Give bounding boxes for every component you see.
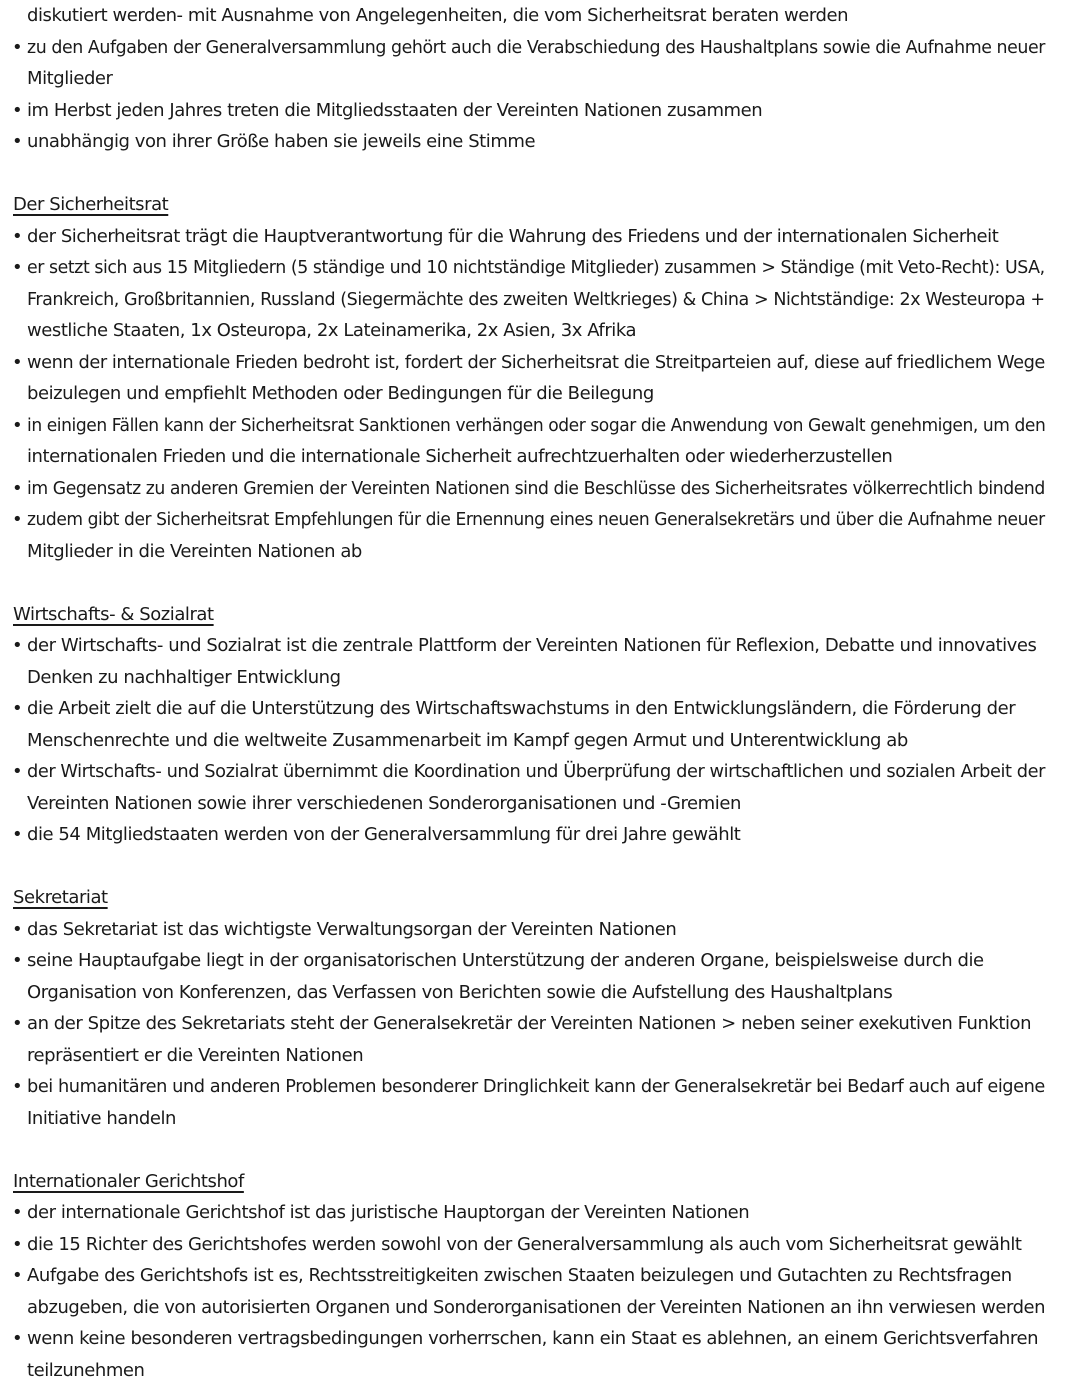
bullet-dot: • [12,1265,23,1286]
bullet-line: das Sekretariat ist das wichtigste Verwaltungsorgan der Vereinten Nationen [27,918,677,940]
bullet-line: Frankreich, Großbritannien, Russland (Siegermächte des zweiten Weltkrieges) & China > Nichtständige: 2x Westeuropa + [27,288,1045,310]
bullet-line: er setzt sich aus 15 Mitgliedern (5 ständige und 10 nichtständige Mitglieder) zusammen > Ständige (mit Veto-Recht): USA, [27,257,1045,278]
bullet-line: Menschenrechte und die weltweite Zusammenarbeit im Kampf gegen Armut und Unterentwicklung ab [27,729,908,751]
bullet-dot: • [12,257,23,278]
bullet-line: die 54 Mitgliedstaaten werden von der Generalversammlung für drei Jahre gewählt [27,824,741,845]
bullet-line: zu den Aufgaben der Generalversammlung gehört auch die Verabschiedung des Haushaltplans sowie die Aufnahme neuer [27,36,1045,58]
bullet-dot: • [12,761,23,782]
bullet-dot: • [12,36,23,58]
bullet-line: internationalen Frieden und die internationale Sicherheit aufrechtzuerhalten oder wiederherzustellen [27,446,893,467]
bullet-dot: • [12,1076,23,1097]
bullet-dot: • [12,351,23,373]
continuation-line: diskutiert werden- mit Ausnahme von Angelegenheiten, die vom Sicherheitsrat beraten werden [27,5,849,26]
section-heading: Sekretariat [13,887,108,908]
bullet-line: Initiative handeln [27,1107,176,1129]
bullet-dot: • [12,918,23,940]
bullet-line: Mitglieder in die Vereinten Nationen ab [27,540,362,562]
bullet-dot: • [12,635,23,656]
bullet-line: teilzunehmen [27,1359,145,1381]
bullet-line: der Wirtschafts- und Sozialrat ist die zentrale Plattform der Vereinten Nationen für Reflexion, Debatte und innovatives [27,635,1037,656]
bullet-dot: • [12,477,23,499]
bullet-dot: • [12,1202,23,1223]
bullet-line: repräsentiert er die Vereinten Nationen [27,1044,364,1066]
bullet-line: seine Hauptaufgabe liegt in der organisatorischen Unterstützung der anderen Organe, beispielsweise durch die [27,950,984,971]
bullet-dot: • [12,1328,23,1349]
bullet-dot: • [12,131,23,152]
bullet-line: die 15 Richter des Gerichtshofes werden sowohl von der Generalversammlung als auch vom Sicherheitsrat gewählt [27,1233,1022,1255]
bullet-line: Mitglieder [27,68,113,89]
bullet-line: zudem gibt der Sicherheitsrat Empfehlungen für die Ernennung eines neuen Generalsekretärs und über die Aufnahme neuer [27,509,1045,530]
bullet-line: Organisation von Konferenzen, das Verfassen von Berichten sowie die Aufstellung des Haushaltplans [27,981,893,1003]
bullet-dot: • [12,950,23,971]
bullet-dot: • [12,1233,23,1255]
bullet-line: im Gegensatz zu anderen Gremien der Vereinten Nationen sind die Beschlüsse des Sicherheitsrates völkerrechtlich bindend [27,477,1045,499]
bullet-line: in einigen Fällen kann der Sicherheitsrat Sanktionen verhängen oder sogar die Anwendung von Gewalt genehmigen, um den [27,414,1046,436]
bullet-line: der internationale Gerichtshof ist das juristische Hauptorgan der Vereinten Nationen [27,1202,750,1223]
bullet-line: Denken zu nachhaltiger Entwicklung [27,666,341,688]
bullet-line: der Wirtschafts- und Sozialrat übernimmt die Koordination und Überprüfung der wirtschaftlichen und sozialen Arbeit der [27,761,1045,782]
bullet-line: beizulegen und empfiehlt Methoden oder Bedingungen für die Beilegung [27,383,654,404]
bullet-line: unabhängig von ihrer Größe haben sie jeweils eine Stimme [27,131,536,152]
bullet-line: Vereinten Nationen sowie ihrer verschiedenen Sonderorganisationen und -Gremien [27,792,741,814]
section-heading: Der Sicherheitsrat [13,194,169,215]
bullet-dot: • [12,509,23,530]
bullet-line: bei humanitären und anderen Problemen besonderer Dringlichkeit kann der Generalsekretär bei Bedarf auch auf eigene [27,1076,1045,1097]
section-heading: Wirtschafts- & Sozialrat [13,603,214,625]
bullet-dot: • [12,698,23,719]
bullet-line: abzugeben, die von autorisierten Organen und Sonderorganisationen der Vereinten Nationen an ihn verwiesen werden [27,1296,1046,1318]
bullet-line: westliche Staaten, 1x Osteuropa, 2x Lateinamerika, 2x Asien, 3x Afrika [27,320,637,341]
section-heading: Internationaler Gerichtshof [13,1170,244,1192]
bullet-dot: • [12,225,23,247]
bullet-line: wenn der internationale Frieden bedroht ist, fordert der Sicherheitsrat die Streitparteien auf, diese auf friedlichem Wege [27,351,1045,373]
bullet-dot: • [12,824,23,845]
bullet-dot: • [12,414,23,436]
bullet-dot: • [12,99,23,121]
bullet-line: wenn keine besonderen vertragsbedingungen vorherrschen, kann ein Staat es ablehnen, an einem Gerichtsverfahren [27,1328,1039,1349]
bullet-line: die Arbeit zielt die auf die Unterstützung des Wirtschaftswachstums in den Entwicklungsländern, die Förderung der [27,698,1016,719]
bullet-line: Aufgabe des Gerichtshofs ist es, Rechtsstreitigkeiten zwischen Staaten beizulegen und Gutachten zu Rechtsfragen [27,1265,1012,1286]
bullet-line: im Herbst jeden Jahres treten die Mitgliedsstaaten der Vereinten Nationen zusammen [27,99,763,121]
bullet-dot: • [12,1013,23,1034]
bullet-line: der Sicherheitsrat trägt die Hauptverantwortung für die Wahrung des Friedens und der internationalen Sicherheit [27,225,999,247]
bullet-line: an der Spitze des Sekretariats steht der Generalsekretär der Vereinten Nationen > neben seiner exekutiven Funktion [27,1013,1032,1034]
